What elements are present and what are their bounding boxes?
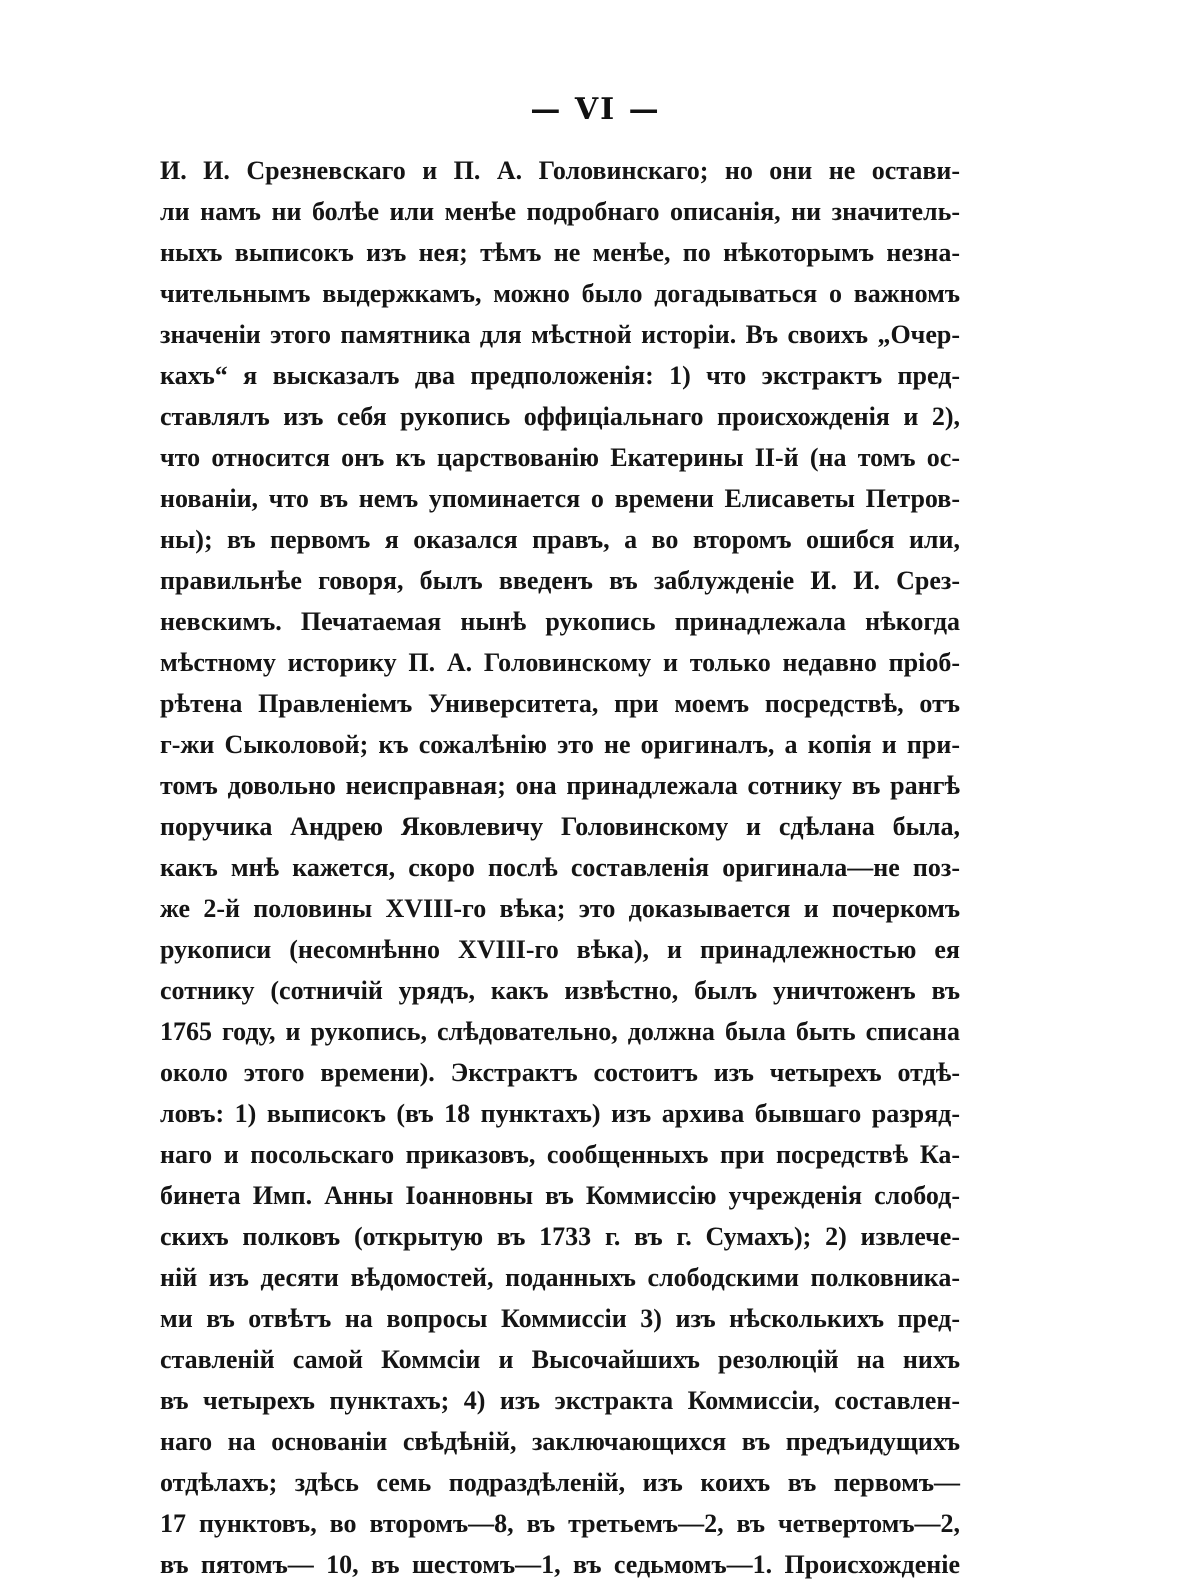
text-line: въ четырехъ пунктахъ; 4) изъ экстракта Коммиссіи, составлен- <box>160 1386 960 1415</box>
text-line: И. И. Срезневскаго и П. А. Головинскаго; но они не остави- <box>160 156 960 185</box>
page-number: — VI — <box>530 92 661 127</box>
text-line: ныхъ выписокъ изъ нея; тѣмъ не менѣе, по нѣкоторымъ незна- <box>160 238 960 267</box>
text-line: ній изъ десяти вѣдомостей, поданныхъ слободскими полковника- <box>160 1263 960 1292</box>
text-line: поручика Андрею Яковлевичу Головинскому и сдѣлана была, <box>160 812 960 841</box>
text-line: чительнымъ выдержкамъ, можно было догадываться о важномъ <box>160 279 960 308</box>
text-line: кахъ“ я высказалъ два предположенія: 1) что экстрактъ пред- <box>160 361 960 390</box>
text-line: какъ мнѣ кажется, скоро послѣ составленія оригинала—не поз- <box>160 853 960 882</box>
text-line: ставлялъ изъ себя рукопись оффиціальнаго происхожденія и 2), <box>160 402 960 431</box>
text-line: въ пятомъ— 10, въ шестомъ—1, въ седьмомъ—1. Происхожденіе <box>160 1550 960 1579</box>
text-line: отдѣлахъ; здѣсь семь подраздѣленій, изъ коихъ въ первомъ— <box>160 1468 960 1497</box>
text-line: ловъ: 1) выписокъ (въ 18 пунктахъ) изъ архива бывшаго разряд- <box>160 1099 960 1128</box>
text-line: бинета Имп. Анны Іоанновны въ Коммиссію учрежденія слобод- <box>160 1181 960 1210</box>
text-line: ставленій самой Коммсіи и Высочайшихъ резолюцій на нихъ <box>160 1345 960 1374</box>
text-line: сотнику (сотничій урядъ, какъ извѣстно, былъ уничтоженъ въ <box>160 976 960 1005</box>
text-line: около этого времени). Экстрактъ состоитъ изъ четырехъ отдѣ- <box>160 1058 960 1087</box>
text-line: рукописи (несомнѣнно XVIII-го вѣка), и принадлежностью ея <box>160 935 960 964</box>
text-line: наго на основаніи свѣдѣній, заключающихся въ предъидущихъ <box>160 1427 960 1456</box>
text-line: мѣстному историку П. А. Головинскому и только недавно пріоб- <box>160 648 960 677</box>
text-line: нованіи, что въ немъ упоминается о времени Елисаветы Петров- <box>160 484 960 513</box>
text-line: невскимъ. Печатаемая нынѣ рукопись принадлежала нѣкогда <box>160 607 960 636</box>
text-line: томъ довольно неисправная; она принадлежала сотнику въ рангѣ <box>160 771 960 800</box>
text-line: ми въ отвѣтъ на вопросы Коммиссіи 3) изъ нѣсколькихъ пред- <box>160 1304 960 1333</box>
text-line: скихъ полковъ (открытую въ 1733 г. въ г. Сумахъ); 2) извлече- <box>160 1222 960 1251</box>
text-line: наго и посольскаго приказовъ, сообщенныхъ при посредствѣ Ка- <box>160 1140 960 1169</box>
body-text <box>160 150 960 1585</box>
text-line: г-жи Сыколовой; къ сожалѣнію это не оригиналъ, а копія и при- <box>160 730 960 759</box>
text-line: 17 пунктовъ, во второмъ—8, въ третьемъ—2, въ четвертомъ—2, <box>160 1509 960 1538</box>
text-line: ли намъ ни болѣе или менѣе подробнаго описанія, ни значитель- <box>160 197 960 226</box>
text-line: же 2-й половины XVIII-го вѣка; это доказывается и почеркомъ <box>160 894 960 923</box>
text-line: что относится онъ къ царствованію Екатерины ІІ-й (на томъ ос- <box>160 443 960 472</box>
text-line: ны); въ первомъ я оказался правъ, а во второмъ ошибся или, <box>160 525 960 554</box>
text-line: значеніи этого памятника для мѣстной исторіи. Въ своихъ „Очер- <box>160 320 960 349</box>
text-line: 1765 году, и рукопись, слѣдовательно, должна была быть списана <box>160 1017 960 1046</box>
text-line: правильнѣе говоря, былъ введенъ въ заблужденіе И. И. Срез- <box>160 566 960 595</box>
text-line: рѣтена Правленіемъ Университета, при моемъ посредствѣ, отъ <box>160 689 960 718</box>
